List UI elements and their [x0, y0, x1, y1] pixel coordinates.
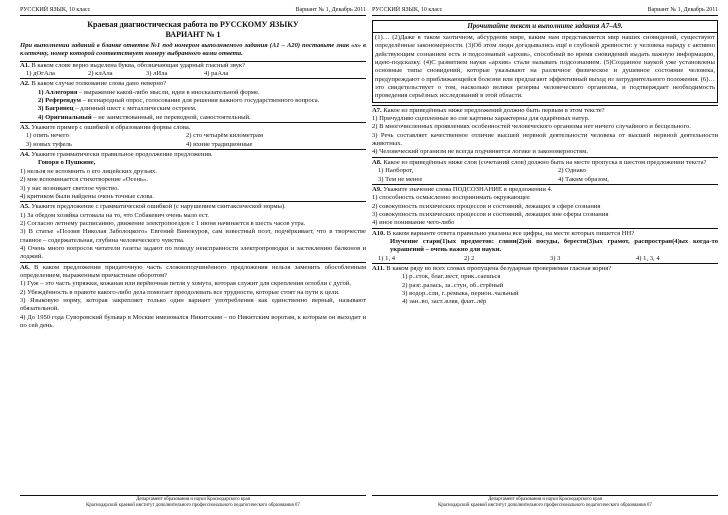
- question-a1: А1. В каком слове верно выделена буква, обозначающая ударный гласный звук? 1) дОгАла 2) клАла 3) лИла 4) раАла: [20, 61, 246, 78]
- footer-line: Краснодарский краевой институт дополнительного профессионального педагогического образования 07: [438, 503, 652, 508]
- option: 2) разг..ралась, за..стун, об..стрёный: [402, 281, 504, 289]
- question-a5: А5. Укажите предложение с грамматической ошибкой (с нарушением синтаксической нормы). 1) За обедом хозяйка сетовала на то, что Собакевич очень мало ест. 2) Согласно летнему расписанию, движение электропоездов с 1 июня начинается в шесть часов утра. 3) В статье «Поэзия Николая Заболоцкого» Евгений Винокуров, сам известный поэт, подчёркивает, что в творчестве главное – содержательная, глубина человеческого чувства. 4) Очень много вопросов читатели газеты задают по поводу неисправности электропроводки и застеклению балконов и лоджий.: [20, 203, 366, 261]
- question-a7: А7. Какое из приведённых ниже предложений должно быть первым в этом тексте? 1) Причудливо сцепленные во сне картины характерны для одарённых натур. 2) В многочисленных проявлениях особенностей человеческого организма нет ничего случайного и бесцельного. 3) Речь составляет качественное отличие высшей нервной деятельности человека от высшей нервной деятельности животных. 4) Человеческий организм не всегда подчиняется логике и закономерностям.: [372, 106, 718, 156]
- option: 2) 2: [464, 254, 475, 262]
- question-text: Укажите грамматически правильное продолжение предложения.: [31, 151, 213, 159]
- option: 2) В многочисленных проявлениях особенностей человеческого организма нет ничего случайного и бесцельного.: [372, 123, 691, 131]
- option: 4) иное понимание чего-либо: [372, 219, 455, 227]
- option: 3) 3: [550, 254, 561, 262]
- option: 1) нельзя не вспомнить о его лицейских друзьях.: [20, 167, 157, 175]
- option: 4) ихние традиционные: [186, 140, 253, 148]
- option: 2) сто четырём километрам: [186, 132, 264, 140]
- option: 3) В статье «Поэзия Николая Заболоцкого» Евгений Винокуров, сам известный поэт, подчёркивает, что в творчестве главное – содержательная, глубина человеческого чувства.: [20, 228, 366, 244]
- footer-line: Краснодарский краевой институт дополнительного профессионального педагогического образования 07: [86, 503, 300, 508]
- header-variant: Вариант № 1, Декабрь 2011: [295, 7, 366, 13]
- option: 2) Убеждённость в правоте какого-либо дела помогает преодолевать все трудности, которые стоят на пути к цели.: [20, 288, 340, 296]
- header-variant: Вариант № 1, Декабрь 2011: [647, 7, 718, 13]
- sentence-lead: Говоря о Пушкине,: [38, 159, 96, 167]
- header-subject: РУССКИЙ ЯЗЫК, 10 класс: [372, 7, 443, 13]
- option: 4) критиком были найдены очень точные слова.: [20, 192, 155, 200]
- option: 3) Языковую норму, которая закрепляет только один вариант употребления как единственно верный, называют обязательной.: [20, 296, 366, 313]
- term: 1) Аллегория: [38, 88, 78, 96]
- option: 1) дОгАла: [26, 70, 55, 78]
- footer-line: Департамент образования и науки Краснодарского края: [136, 497, 250, 502]
- option: 4) Человеческий организм не всегда подчиняется логике и закономерностям.: [372, 148, 588, 156]
- instruction: При выполнении заданий в бланке ответов №1 под номером выполняемого задания (А1 – А20) поставьте знак «х» в клеточку, номер которой соответствует номеру выбранного вами ответа.: [20, 42, 366, 62]
- question-a10: А10. В каком варианте ответа правильно указаны все цифры, на месте которых пишется НН? Изучение стари(1)ых предметов: глини(2)ой посуды, берести(3)ых грамот, распростран(4)ых когда-то украшений – очень важно для науки. 1) 1, 4 2) 2 3) 3 4) 1, 3, 4: [372, 229, 718, 262]
- reading-text: (1)… (2)Даже в таком хаотичном, абсурдном мире, каким нам представляется мир наших сновидений, существуют определённые закономерности. (3)Об этом люди догадывались ещё в глубокой древности: у человека наряду с активно действующим сознанием есть и подсознаный «архив», способный во время сновидений выдать важную информацию, идею-подсказку. (4)С развитием науки «архив» стали называть подсознанием. (5)Созданное наукой уже установлены основные типы сновидений, которые указывают на различное физическое и душевное состояние человека, предупреждают о приближающейся болезни или предлагают эффективный выход из затруднительного положения. (6)… это свидетельствует о том, насколько велики резервы человеческого организма, и подтверждает необходимость проведения серьёзных исследований в этой области.: [372, 33, 718, 103]
- option: 3) у нас возникает светлое чувство.: [20, 184, 120, 192]
- option: 4) раАла: [204, 70, 229, 78]
- term: 2) Референдум: [38, 97, 82, 105]
- question-text: Укажите предложение с грамматической ошибкой (с нарушением синтаксической нормы).: [31, 203, 286, 211]
- option: 4) До 1950 года Суворовский бульвар в Москве именовался Никитским – по Никитским воротам, к которым он выходит и по сей день.: [20, 313, 366, 329]
- question-a8: А8. Какое из приведённых ниже слов (сочетаний слов) должно быть на месте пропуска в шестом предложении текста? 1) Наоборот, 2) Однако 3) Тем не менее 4) Таким образом,: [372, 157, 718, 184]
- option: 2) Согласно летнему расписанию, движение электропоездов с 1 июня начинается в шесть часов утра.: [20, 219, 306, 227]
- option: 1) Причудливо сцепленные во сне картины характерны для одарённых натур.: [372, 115, 590, 123]
- option: 1) опять нечего: [26, 132, 69, 140]
- question-text: Укажите пример с ошибкой в образовании формы слова.: [31, 124, 191, 132]
- option: 3) Речь составляет качественное отличие высшей нервной деятельности человека от высшей нервной деятельности животных.: [372, 131, 718, 148]
- question-text: Какое из приведённых ниже предложений должно быть первым в этом тексте?: [383, 106, 605, 114]
- header-subject: РУССКИЙ ЯЗЫК, 10 класс: [20, 7, 91, 13]
- question-a9: А9. Укажите значение слова ПОДСОЗНАНИЕ в предложении 4. 1) способность осмысленно воспринимать окружающее 2) совокупность психических процессов и состояний, лежащих в сфере сознания 3) совокупность психических процессов и состояний, лежащих вне сферы сознания 4) иное понимание чего-либо: [372, 184, 718, 228]
- option: 1) способность осмысленно воспринимать окружающее: [372, 194, 530, 202]
- question-text: В каком предложении придаточную часть сложноподчинённого предложения нельзя заменить обособленным определением, выраженным причастным оборотом?: [20, 263, 366, 279]
- option: 1) 1, 4: [378, 254, 396, 262]
- page-footer: [20, 495, 366, 509]
- right-page: [372, 6, 718, 509]
- text-task-title: Прочитайте текст и выполните задания А7–А9.: [372, 20, 718, 33]
- option: 4) Таким образом,: [558, 175, 609, 183]
- left-page: [20, 6, 366, 509]
- term: 3) Багрянец: [38, 105, 74, 113]
- option: 3) совокупность психических процессов и состояний, лежащих вне сферы сознания: [372, 210, 609, 218]
- question-a2: А2. В каком случае толкование слова дано неверно? 1) Аллегория – выражение какой-либо мысли, идеи в иносказательной форме. 2) Референдум – всенародный опрос, голосование для решения важного государственного вопроса. 3) Багрянец – длинный шест с металлическим остреем. 4) Оригинальный – не заимствованный, не переводной, самостоятельный.: [20, 78, 366, 122]
- option: 4) зан..во, заст..вляя, флат..лёр: [402, 298, 487, 306]
- option: 3) лИла: [146, 70, 168, 78]
- page-header: [20, 6, 366, 16]
- option: 1) Гуж – это часть упряжки, кожаная или верёвочная петля у хомута, которая служит для скрепления оглобли с дугой.: [20, 280, 351, 288]
- definition: – длинный шест с металлическим остреем.: [73, 105, 197, 113]
- option: 1) р..сток, благ..вест, прик..саешься: [402, 273, 501, 281]
- task-sentence: Изучение стари(1)ых предметов: глини(2)ой посуды, берести(3)ых грамот, распростран(4)ых когда-то украшений – очень важно для науки.: [390, 237, 718, 254]
- option: 3) Тем не менее: [378, 175, 423, 183]
- option: 2) совокупность психических процессов и состояний, лежащих в сфере сознания: [372, 202, 601, 210]
- definition: – не заимствованный, не переводной, самостоятельный.: [91, 113, 251, 121]
- option: 1) За обедом хозяйка сетовала на то, что Собакевич очень мало ест.: [20, 211, 209, 219]
- page-footer: [372, 495, 718, 509]
- option: 2) мне вспоминается стихотворение «Осень».: [20, 176, 148, 184]
- definition: – выражение какой-либо мысли, идеи в иносказательной форме.: [77, 88, 260, 96]
- question-a6: А6. В каком предложении придаточную часть сложноподчинённого предложения нельзя заменить обособленным определением, выраженным причастным оборотом? 1) Гуж – это часть упряжки, кожаная или верёвочная петля у хомута, которая служит для скрепления оглобли с дугой. 2) Убеждённость в правоте какого-либо дела помогает преодолевать все трудности, которые стоят на пути к цели. 3) Языковую норму, которая закрепляет только один вариант употребления как единственно верный, называют обязательной. 4) До 1950 года Суворовский бульвар в Москве именовался Никитским – по Никитским воротам, к которым он выходит и по сей день.: [20, 263, 366, 329]
- question-text: Укажите значение слова ПОДСОЗНАНИЕ в предложении 4.: [383, 185, 553, 193]
- question-text: В каком варианте ответа правильно указаны все цифры, на месте которых пишется НН?: [386, 229, 635, 237]
- option: 2) клАла: [88, 70, 113, 78]
- question-text: Какое из приведённых ниже слов (сочетаний слов) должно быть на месте пропуска в шестом предложении текста?: [383, 158, 707, 166]
- question-text: В каком слове верно выделена буква, обозначающая ударный гласный звук?: [31, 61, 246, 69]
- option: 2) Однако: [558, 167, 586, 175]
- question-a3: А3. Укажите пример с ошибкой в образовании формы слова. 1) опять нечего 2) сто четырём километрам 3) новых туфель 4) ихние традиционные: [20, 122, 366, 149]
- option: 4) Очень много вопросов читатели газеты задают по поводу неисправности электропроводки и застеклению балконов и лоджий.: [20, 244, 366, 261]
- option: 3) новых туфель: [26, 140, 72, 148]
- variant-title: ВАРИАНТ № 1: [165, 29, 221, 39]
- option: 4) 1, 3, 4: [636, 254, 660, 262]
- page-header: [372, 6, 718, 16]
- definition: – всенародный опрос, голосование для решения важного государственного вопроса.: [81, 97, 320, 105]
- question-a11: А11. В каком ряду во всех словах пропущена безударная проверяемая гласная корня? 1) р..сток, благ..вест, прик..саешься 2) разг..ралась, за..стун, об..стрёный 3) водор..сли, г..ремыка, перион..чальный 4) зан..во, заст..вляя, флат..лёр: [372, 263, 718, 307]
- question-a4: А4. Укажите грамматически правильное продолжение предложения. Говоря о Пушкине, 1) нельзя не вспомнить о его лицейских друзьях. 2) мне вспоминается стихотворение «Осень». 3) у нас возникает светлое чувство. 4) критиком были найдены очень точные слова.: [20, 149, 366, 201]
- option: 1) Наоборот,: [378, 167, 414, 175]
- option: 3) водор..сли, г..ремыка, перион..чальный: [402, 289, 519, 297]
- question-text: В каком случае толкование слова дано неверно?: [31, 80, 167, 88]
- page-title: Краевая диагностическая работа по РУССКОМУ ЯЗЫКУ: [87, 20, 299, 29]
- footer-line: Департамент образования и науки Краснодарского края: [488, 497, 602, 502]
- question-text: В каком ряду во всех словах пропущена безударная проверяемая гласная корня?: [386, 264, 612, 272]
- term: 4) Оригинальный: [38, 113, 92, 121]
